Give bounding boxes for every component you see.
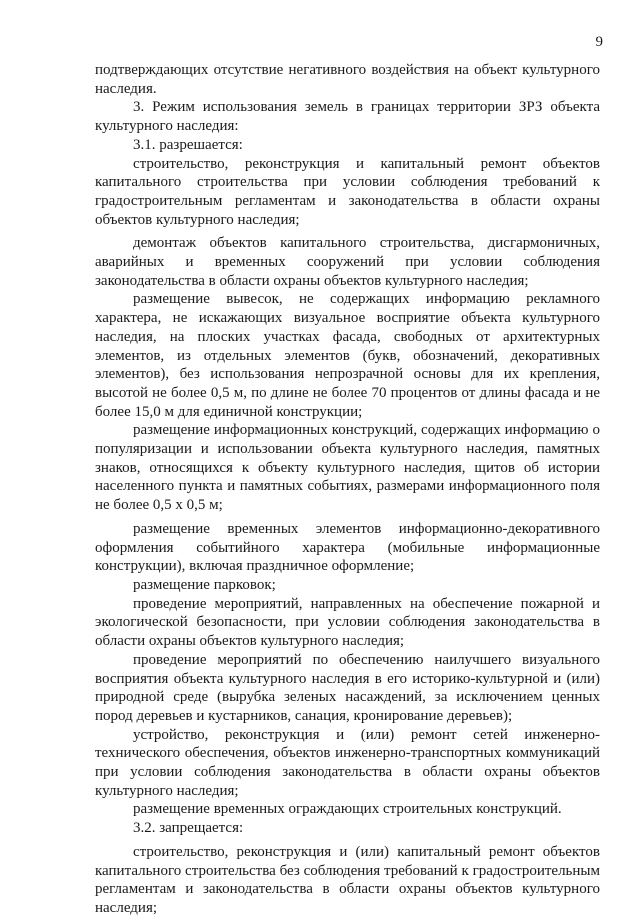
paragraph-3-2-heading: 3.2. запрещается: xyxy=(133,820,244,837)
paragraph-continuation: подтверждающих отсутствие негативного воздействия на объект культурного наследия. xyxy=(95,62,600,97)
paragraph-engineering-networks: устройство, реконструкция и (или) ремонт сетей инженерно-технического обеспечения, объектов инженерно-транспортных коммуникаций при условии соблюдения законодательства в области охраны объектов культурного наследия; xyxy=(95,726,600,799)
paragraph-parking: размещение парковок; xyxy=(133,576,276,593)
page-number: 9 xyxy=(595,34,603,50)
paragraph-prohibited-construction: строительство, реконструкция и (или) капитальный ремонт объектов капитального строительства без соблюдения требований к градостроительным регламентам и законодательства в области охраны объектов культурного наследия; xyxy=(95,843,600,916)
paragraph-section-3-heading: 3. Режим использования земель в границах территории ЗРЗ объекта культурного наследия: xyxy=(95,99,600,135)
paragraph-construction: строительство, реконструкция и капитальный ремонт объектов капитального строительства при условии соблюдения требований к градостроительным регламентам и законодательства в области охраны объектов культурного наследия; xyxy=(95,155,600,228)
paragraph-visual-perception: проведение мероприятий по обеспечению наилучшего визуального восприятия объекта культурного наследия в его историко-культурной и (или) природной среде (вырубка зеленых насаждений, за исключением ценных пород деревьев и кустарников, санация, кронирование деревьев); xyxy=(95,651,600,724)
paragraph-temporary-decor: размещение временных элементов информационно-декоративного оформления событийного характера (мобильные информационные конструкции), включая праздничное оформление; xyxy=(95,520,600,575)
document-body xyxy=(95,61,600,918)
paragraph-demolition: демонтаж объектов капитального строительства, дисгармоничных, аварийных и временных сооружений при условии соблюдения законодательства в области охраны объектов культурного наследия; xyxy=(95,235,600,289)
paragraph-temporary-fences: размещение временных ограждающих строительных конструкций. xyxy=(133,801,562,818)
paragraph-fire-safety: проведение мероприятий, направленных на обеспечение пожарной и экологической безопасности, при условии соблюдения законодательства в области охраны объектов культурного наследия; xyxy=(95,595,600,650)
paragraph-3-1-heading: 3.1. разрешается: xyxy=(133,136,243,153)
paragraph-signboards: размещение вывесок, не содержащих информацию рекламного характера, не искажающих визуальное восприятие объекта культурного наследия, на плоских участках фасада, свободных от архитектурных элементов, из отдельных элементов (букв, обозначений, декоративных элементов), без использования непрозрачной основы для их крепления, высотой не более 0,5 м, по длине не более 70 процентов от длины фасада и не более 15,0 м для единичной конструкции; xyxy=(95,291,600,420)
paragraph-info-structures: размещение информационных конструкций, содержащих информацию о популяризации и использовании объекта культурного наследия, памятных знаков, относящихся к объекту культурного наследия, щитов об истории населенного пункта и памятных событиях, размерами информационного поля не более 0,5 х 0,5 м; xyxy=(95,422,600,514)
